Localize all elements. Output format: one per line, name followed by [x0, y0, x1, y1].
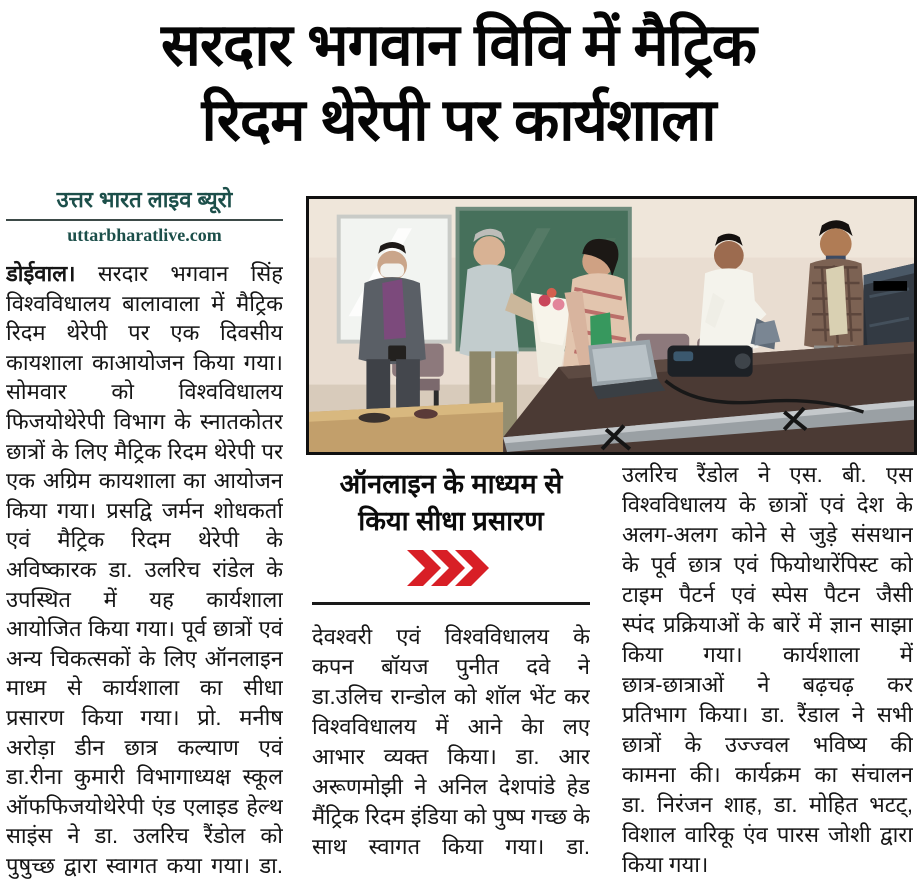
body-line: मैंट्रिक रिदम इंडिया को पुष्प गच्छ के — [312, 804, 590, 829]
body-line: कामना की। कार्यक्रम का संचालन — [622, 762, 913, 787]
body-line: फिजयोथेरेपी विभाग के स्नातकोतर — [6, 408, 283, 434]
body-line: उलरिच रैंडोल ने एस. बी. एस — [622, 462, 913, 487]
body-line: अरूणमोझी ने अनिल देशपांडे हेड — [312, 774, 590, 799]
body-line: प्रसारण किया गया। प्रो. मनीष — [6, 704, 283, 730]
workshop-photo-illustration — [309, 199, 914, 452]
article-body-right — [622, 460, 913, 880]
body-line: विश्वविधालय बालावाला में मैट्रिक — [6, 290, 283, 316]
body-line: किया गया। कार्यशाला में — [622, 642, 913, 667]
body-line: आभार व्यक्त किया। डा. आर — [312, 744, 590, 769]
body-line: छात्रों के उज्ज्वल भविष्य की — [622, 732, 913, 757]
body-line: के पूर्व छात्र एवं फियोथारेंपिस्ट को — [622, 552, 913, 577]
lead-rest: सरदार भगवान सिंह — [97, 261, 283, 286]
body-line: आयोजित किया गया। पूर्व छात्रों एवं — [6, 616, 283, 642]
body-line: एवं मैट्रिक रिदम थेरेपी के — [6, 527, 283, 553]
body-line: कायशाला काआयोजन किया गया। — [6, 349, 283, 375]
body-line: एक अग्रिम कायशाला का आयोजन — [6, 468, 283, 494]
body-line: टाइम पैटर्न एवं स्पेस पैटन जैसी — [622, 582, 913, 607]
byline-agency: उत्तर भारत लाइव ब्यूरो — [56, 187, 233, 212]
body-line: प्रतिभाग किया। डा. रैंडाल ने सभी — [622, 702, 913, 727]
body-line: अविष्कारक डा. उलरिच रांडेल के — [6, 556, 283, 582]
sub-headline-line-2: किया सीधा प्रसारण — [358, 506, 544, 536]
body-line: किया गया। — [622, 852, 709, 877]
left-column — [6, 184, 283, 880]
right-column — [622, 460, 913, 880]
body-line: डा.उलिच रान्डोल को शॉल भेंट कर — [312, 684, 590, 709]
sub-headline-line-1: ऑनलाइन के माध्यम से — [339, 469, 563, 499]
red-chevrons-icon — [312, 550, 590, 586]
body-line: ऑफफिजयोथेरेपी एंड एलाइड हेल्थ — [6, 793, 283, 819]
byline-divider — [6, 219, 283, 221]
subhead-divider — [312, 602, 590, 605]
article-body-left — [6, 259, 283, 880]
workshop-photo — [306, 196, 917, 455]
headline-line-1: सरदार भगवान विवि में मैट्रिक — [161, 12, 756, 78]
body-line: कपन बॉयज पुनीत दवे ने — [312, 654, 590, 679]
body-line: स्पंद प्रक्रियाओं के बारें में ज्ञान साझा — [622, 612, 913, 637]
article-body-middle — [312, 622, 590, 862]
body-line: विश्वविधालय के छात्रों एवं देश के — [622, 492, 913, 517]
body-line: देवश्वरी एवं विश्वविधालय के — [312, 624, 590, 649]
dateline: डोईवाल। — [6, 261, 76, 286]
byline-website: uttarbharatlive.com — [67, 225, 222, 245]
body-line: विश्वविधालय में आने केा लए — [312, 714, 590, 739]
left-body-lines — [6, 289, 283, 881]
body-line: किया गया। प्रसद्वि जर्मन शोधकर्ता — [6, 497, 283, 523]
body-line: पुषुच्छ द्वारा स्वागत कया गया। डा. — [6, 852, 283, 878]
body-line: डा.रीना कुमारी विभागाध्यक्ष स्कूल — [6, 764, 283, 790]
body-line: माध्म से कार्यशाला का सीधा — [6, 675, 283, 701]
body-line: उपस्थित में यह कार्यशाला — [6, 586, 283, 612]
body-line: साथ स्वागत किया गया। डा. — [312, 834, 590, 859]
lead-line — [6, 259, 283, 289]
middle-column — [312, 466, 590, 862]
body-line: अन्य चिकत्सकों के लिए ऑनलाइन — [6, 645, 283, 671]
photo-projector — [667, 346, 752, 377]
headline-line-2: रिदम थेरेपी पर कार्यशाला — [201, 86, 716, 153]
body-line: छात्र-छात्राओं ने बढ़चढ़ कर — [622, 672, 913, 697]
article-headline — [0, 8, 917, 158]
body-line: अलग-अलग कोने से जुड़े संसथान — [622, 522, 913, 547]
body-line: साइंस ने डा. उलरिच रैंडोल को — [6, 823, 283, 849]
sub-headline — [312, 466, 590, 540]
body-line: विशाल वारिकू एंव पारस जोशी द्वारा — [622, 822, 913, 847]
body-line: डा. निरंजन शाह, डा. मोहित भटट्, — [622, 792, 913, 817]
body-line: अरोड़ा डीन छात्र कल्याण एवं — [6, 734, 283, 760]
body-line: सोमवार को विश्वविधालय — [6, 379, 283, 405]
body-line: छात्रों के लिए मैट्रिक रिदम थेरेपी पर — [6, 438, 283, 464]
body-line: रिदम थेरेपी पर एक दिवसीय — [6, 320, 283, 346]
